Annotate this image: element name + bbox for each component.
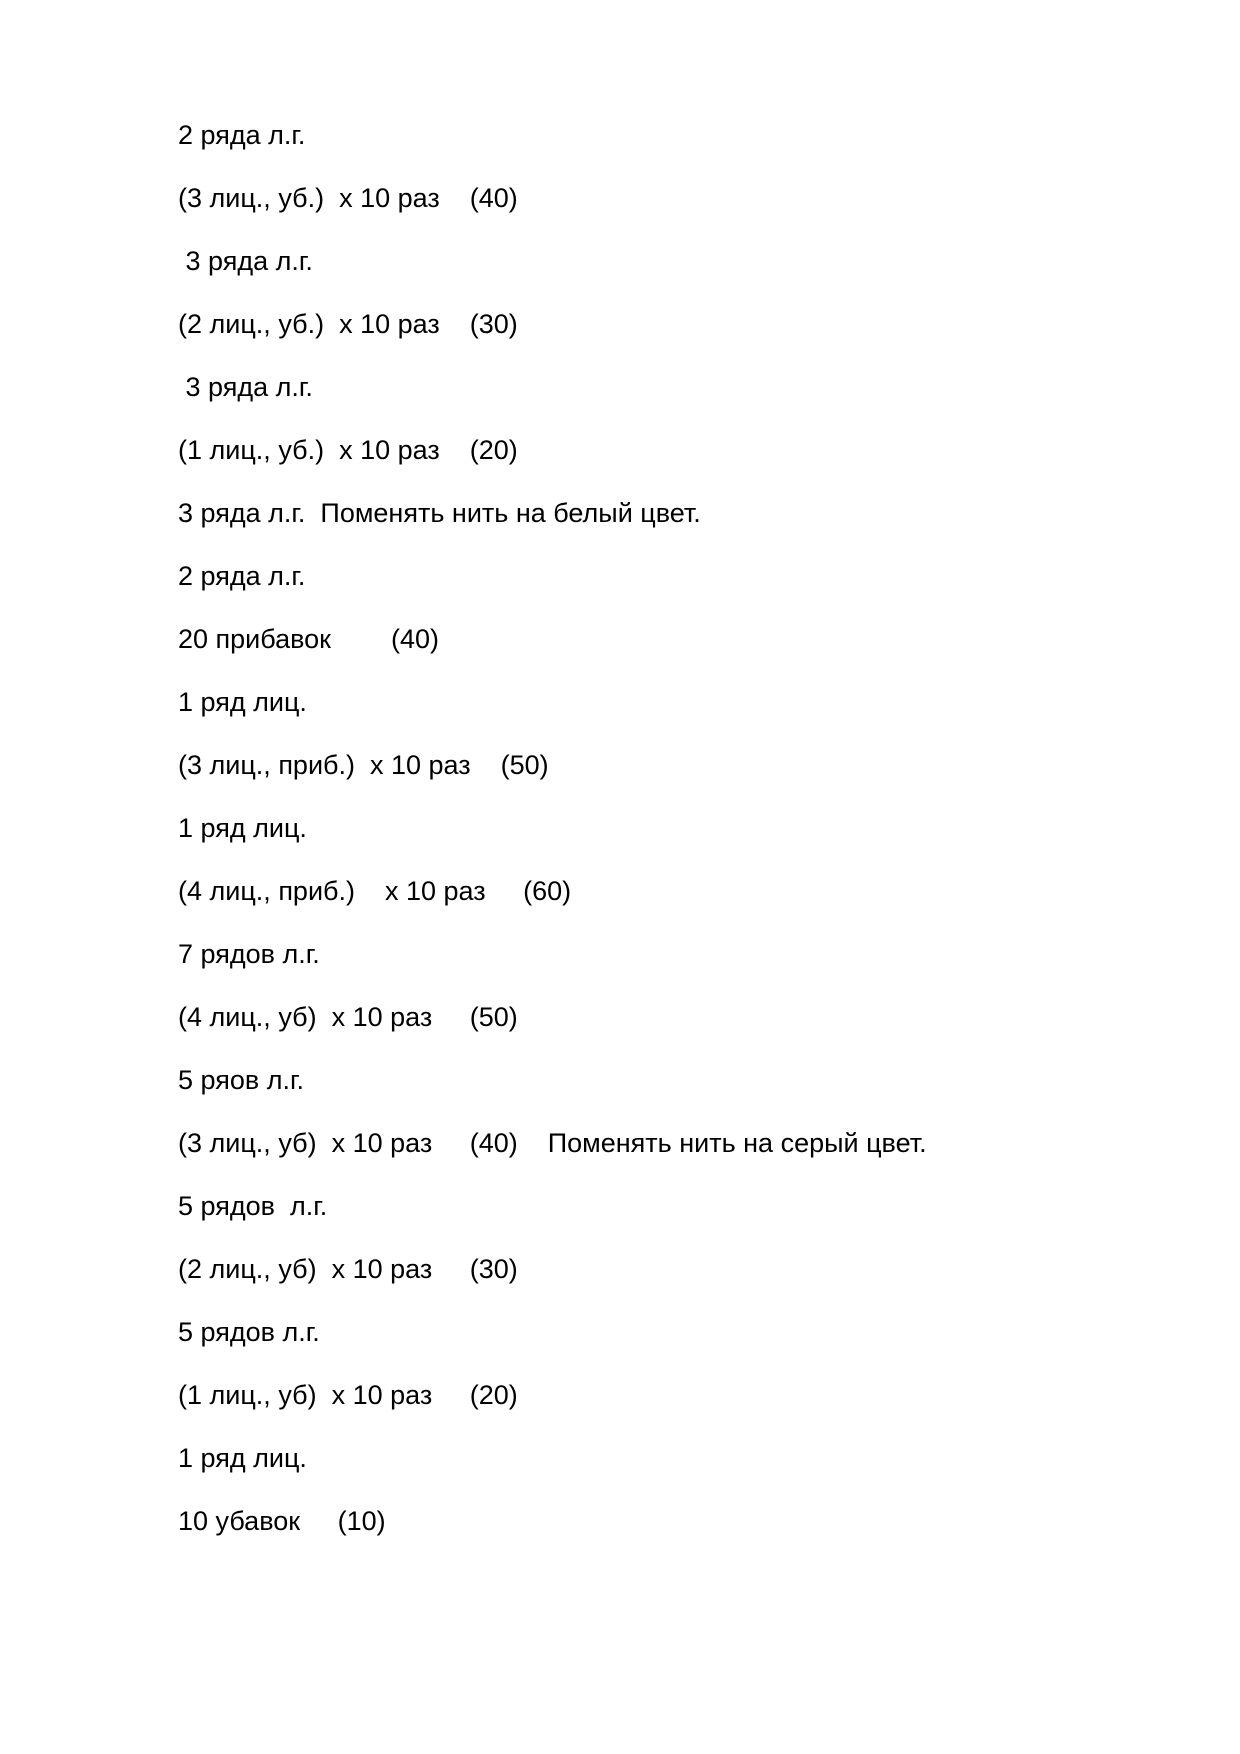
pattern-line: (4 лиц., приб.) х 10 раз (60): [178, 876, 572, 906]
pattern-line: (1 лиц., уб.) х 10 раз (20): [178, 435, 518, 465]
pattern-line: 5 рядов л.г.: [178, 1191, 328, 1221]
pattern-line: 5 ряов л.г.: [178, 1065, 305, 1095]
pattern-line: (2 лиц., уб) х 10 раз (30): [178, 1254, 518, 1284]
pattern-line: 2 ряда л.г.: [178, 120, 306, 150]
pattern-line: 1 ряд лиц.: [178, 813, 307, 843]
pattern-line: 5 рядов л.г.: [178, 1317, 320, 1347]
pattern-line: 1 ряд лиц.: [178, 687, 307, 717]
pattern-line: (2 лиц., уб.) х 10 раз (30): [178, 309, 518, 339]
pattern-line: 1 ряд лиц.: [178, 1443, 307, 1473]
pattern-line: (3 лиц., уб) х 10 раз (40) Поменять нить на серый цвет.: [178, 1128, 927, 1158]
pattern-line: 3 ряда л.г.: [178, 246, 313, 276]
pattern-line: (3 лиц., уб.) х 10 раз (40): [178, 183, 518, 213]
pattern-line: 3 ряда л.г.: [178, 372, 313, 402]
pattern-line: 7 рядов л.г.: [178, 939, 320, 969]
pattern-line: (4 лиц., уб) х 10 раз (50): [178, 1002, 518, 1032]
pattern-line: 2 ряда л.г.: [178, 561, 306, 591]
pattern-line: (3 лиц., приб.) х 10 раз (50): [178, 750, 549, 780]
pattern-line: 10 убавок (10): [178, 1506, 386, 1536]
pattern-line: 3 ряда л.г. Поменять нить на белый цвет.: [178, 498, 701, 528]
pattern-line: 20 прибавок (40): [178, 624, 440, 654]
pattern-line: (1 лиц., уб) х 10 раз (20): [178, 1380, 518, 1410]
